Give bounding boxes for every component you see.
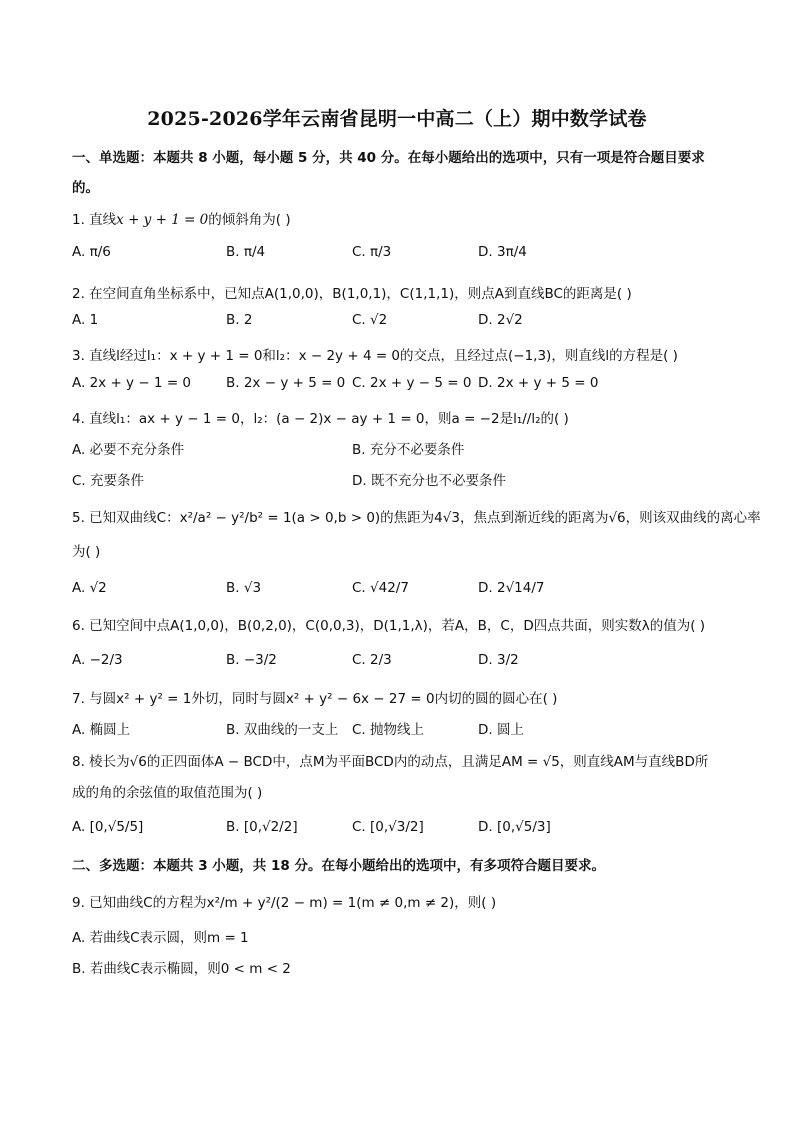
q5-stem: 5. 已知双曲线C：x²/a² − y²/b² = 1(a > 0,b > 0)的焦距为4√3，焦点到渐近线的距离为√6，则该双曲线的离心率 xyxy=(72,510,761,526)
q2-option-b: B. 2 xyxy=(226,312,253,328)
q5-stem-cont: 为( ) xyxy=(72,544,101,560)
q2-stem: 2. 在空间直角坐标系中，已知点A(1,0,0)，B(1,0,1)，C(1,1,1)，则点A到直线BC的距离是( ) xyxy=(72,286,632,302)
q4-stem: 4. 直线l₁：ax + y − 1 = 0，l₂：(a − 2)x − ay + 1 = 0，则a = −2是l₁//l₂的( ) xyxy=(72,411,569,427)
q3-option-a: A. 2x + y − 1 = 0 xyxy=(72,375,192,391)
q9-stem: 9. 已知曲线C的方程为x²/m + y²/(2 − m) = 1(m ≠ 0,m ≠ 2)，则( ) xyxy=(72,895,497,911)
q7-option-c: C. 抛物线上 xyxy=(352,722,425,738)
q3-option-b: B. 2x − y + 5 = 0 xyxy=(226,375,346,391)
q6-option-b: B. −3/2 xyxy=(226,652,277,668)
q5-option-d: D. 2√14/7 xyxy=(478,580,545,596)
section2-text: 本题共 3 小题，共 18 分。在每小题给出的选项中，有多项符合题目要求。 xyxy=(153,858,605,874)
q5-option-c: C. √42/7 xyxy=(352,580,409,596)
section1-cont: 的。 xyxy=(72,180,99,196)
q6-stem: 6. 已知空间中点A(1,0,0)，B(0,2,0)，C(0,0,3)，D(1,1,λ)，若A，B，C，D四点共面，则实数λ的值为( ) xyxy=(72,618,706,634)
q1-stem-b: 的倾斜角为( ) xyxy=(208,212,291,228)
q4-option-b: B. 充分不必要条件 xyxy=(352,442,465,458)
q8-stem-cont: 成的角的余弦值的取值范围为( ) xyxy=(72,785,263,801)
q8-option-d: D. [0,√5/3] xyxy=(478,819,551,835)
q6-option-c: C. 2/3 xyxy=(352,652,392,668)
q4-option-d: D. 既不充分也不必要条件 xyxy=(352,473,506,489)
q3-option-c: C. 2x + y − 5 = 0 xyxy=(352,375,472,391)
q4-option-a: A. 必要不充分条件 xyxy=(72,442,185,458)
q1-option-b: B. π/4 xyxy=(226,244,266,260)
q9-option-a: A. 若曲线C表示圆，则m = 1 xyxy=(72,930,249,946)
q6-option-a: A. −2/3 xyxy=(72,652,123,668)
q6-option-d: D. 3/2 xyxy=(478,652,519,668)
q8-stem: 8. 棱长为√6的正四面体A − BCD中，点M为平面BCD内的动点，且满足AM = √5，则直线AM与直线BD所 xyxy=(72,754,709,770)
q7-stem: 7. 与圆x² + y² = 1外切，同时与圆x² + y² − 6x − 27 = 0内切的圆的圆心在( ) xyxy=(72,691,558,707)
q1-expr: x + y + 1 = 0 xyxy=(116,212,209,228)
section2-header xyxy=(72,854,605,874)
section2-lead: 二、多选题： xyxy=(72,858,153,874)
q1-option-a: A. π/6 xyxy=(72,244,111,260)
q7-option-a: A. 椭圆上 xyxy=(72,722,131,738)
section1-header xyxy=(72,146,705,166)
q1-option-d: D. 3π/4 xyxy=(478,244,527,260)
q8-option-b: B. [0,√2/2] xyxy=(226,819,298,835)
section1-lead: 一、单选题： xyxy=(72,150,153,166)
q7-option-b: B. 双曲线的一支上 xyxy=(226,722,339,738)
q1-stem xyxy=(72,208,291,228)
q4-option-c: C. 充要条件 xyxy=(72,473,145,489)
q2-option-d: D. 2√2 xyxy=(478,312,523,328)
q1-stem-a: 1. 直线 xyxy=(72,212,117,228)
q9-option-b: B. 若曲线C表示椭圆，则0 < m < 2 xyxy=(72,961,291,977)
q2-option-a: A. 1 xyxy=(72,312,99,328)
page-title: 2025-2026学年云南省昆明一中高二（上）期中数学试卷 xyxy=(147,108,647,130)
q8-option-a: A. [0,√5/5] xyxy=(72,819,144,835)
q5-option-b: B. √3 xyxy=(226,580,262,596)
section1-text: 本题共 8 小题，每小题 5 分，共 40 分。在每小题给出的选项中，只有一项是符合题目要求 xyxy=(153,150,705,166)
q5-option-a: A. √2 xyxy=(72,580,107,596)
q1-option-c: C. π/3 xyxy=(352,244,392,260)
q8-option-c: C. [0,√3/2] xyxy=(352,819,424,835)
q7-option-d: D. 圆上 xyxy=(478,722,524,738)
q2-option-c: C. √2 xyxy=(352,312,388,328)
q3-stem: 3. 直线l经过l₁：x + y + 1 = 0和l₂：x − 2y + 4 = 0的交点，且经过点(−1,3)，则直线l的方程是( ) xyxy=(72,348,678,364)
q3-option-d: D. 2x + y + 5 = 0 xyxy=(478,375,599,391)
